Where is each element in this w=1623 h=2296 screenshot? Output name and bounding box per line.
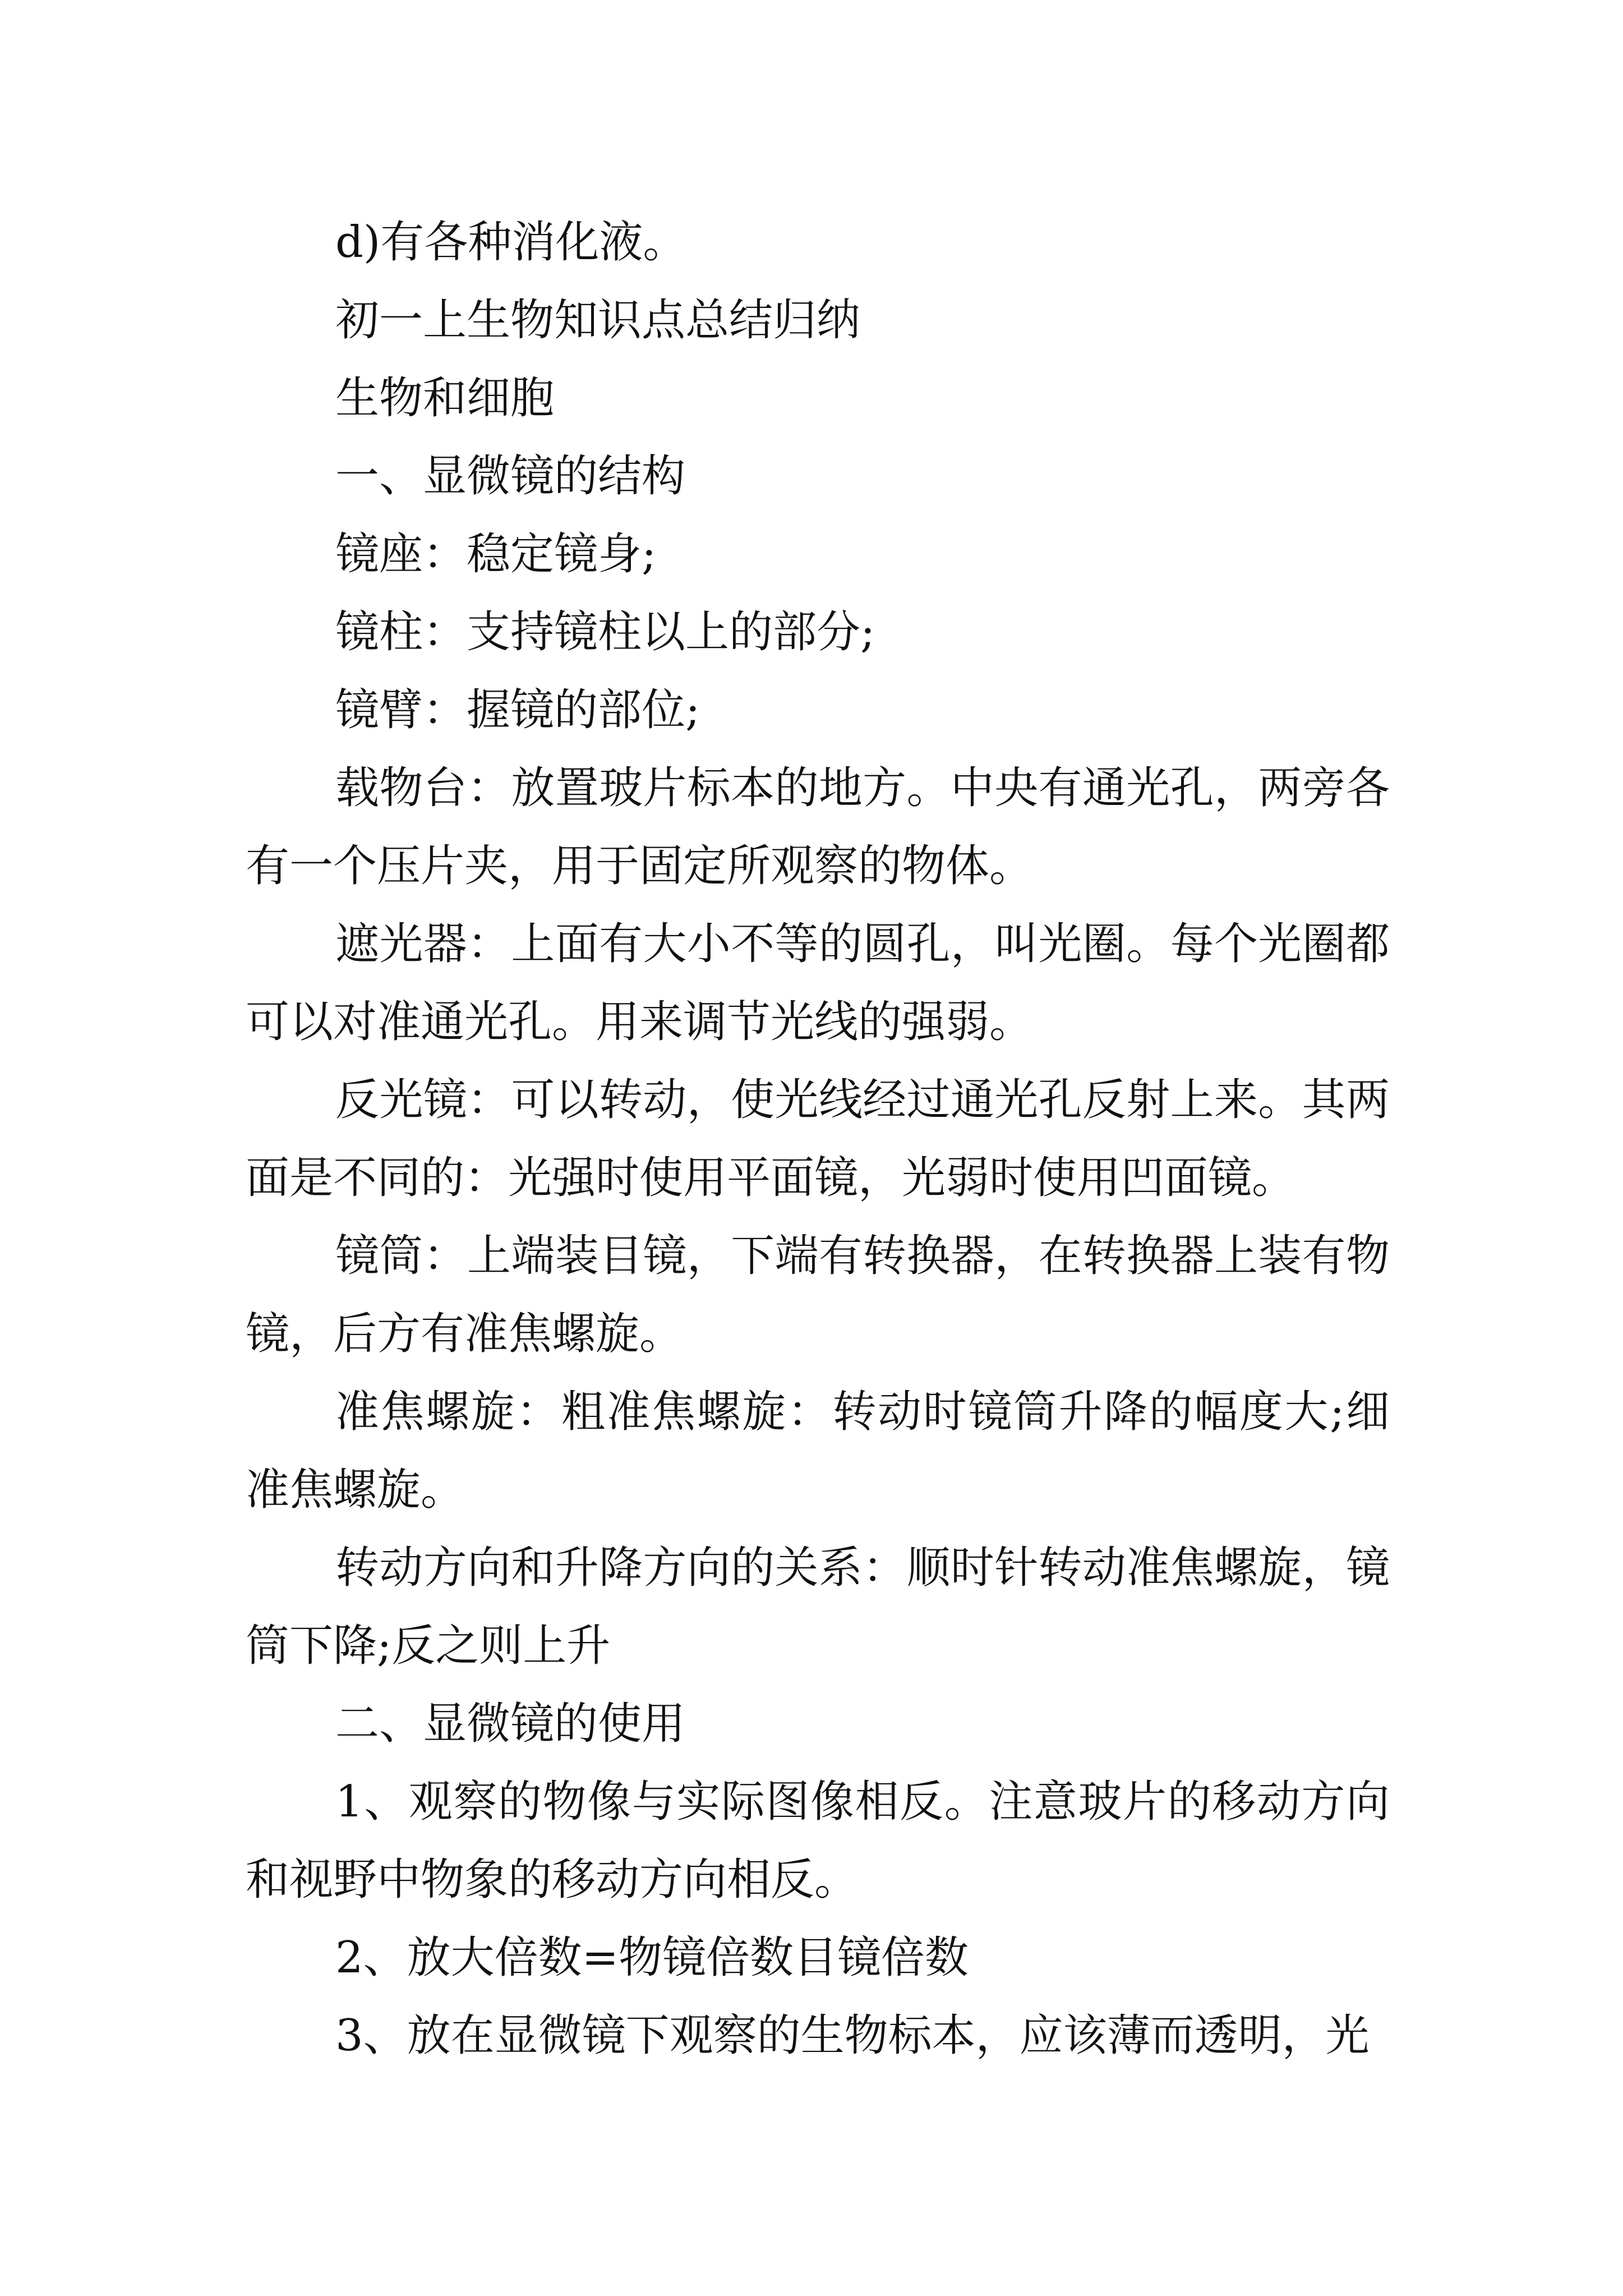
paragraph-diaphragm: 遮光器：上面有大小不等的圆孔，叫光圈。每个光圈都可以对准通光孔。用来调节光线的强弱。 <box>246 919 1390 1047</box>
paragraph-magnification: 2、放大倍数=物镜倍数目镜倍数 <box>335 1932 969 1983</box>
paragraph-focus-knob: 准焦螺旋：粗准焦螺旋：转动时镜筒升降的幅度大;细准焦螺旋。 <box>246 1387 1390 1515</box>
paragraph-tube: 镜筒：上端装目镜，下端有转换器，在转换器上装有物镜，后方有准焦螺旋。 <box>246 1231 1390 1359</box>
paragraph-specimen: 3、放在显微镜下观察的生物标本，应该薄而透明，光 <box>335 2010 1370 2061</box>
chapter-title: 生物和细胞 <box>335 373 555 424</box>
paragraph-rotation-direction: 转动方向和升降方向的关系：顺时针转动准焦螺旋，镜筒下降;反之则上升 <box>246 1543 1390 1671</box>
heading-microscope-structure: 一、显微镜的结构 <box>335 451 686 501</box>
paragraph-image-reversed: 1、观察的物像与实际图像相反。注意玻片的移动方向和视野中物象的移动方向相反。 <box>246 1777 1390 1905</box>
heading-microscope-use: 二、显微镜的使用 <box>335 1699 686 1749</box>
paragraph-digestive-fluid: d)有各种消化液。 <box>335 217 687 268</box>
paragraph-pillar: 镜柱：支持镜柱以上的部分; <box>335 607 875 657</box>
paragraph-stage: 载物台：放置玻片标本的地方。中央有通光孔，两旁各有一个压片夹，用于固定所观察的物体。 <box>246 763 1390 891</box>
document-body <box>246 204 1390 2075</box>
section-title: 初一上生物知识点总结归纳 <box>335 295 861 346</box>
paragraph-base: 镜座：稳定镜身; <box>335 529 657 579</box>
paragraph-mirror: 反光镜：可以转动，使光线经过通光孔反射上来。其两面是不同的：光强时使用平面镜，光弱时使用凹面镜。 <box>246 1075 1390 1203</box>
paragraph-arm: 镜臂：握镜的部位; <box>335 685 700 735</box>
